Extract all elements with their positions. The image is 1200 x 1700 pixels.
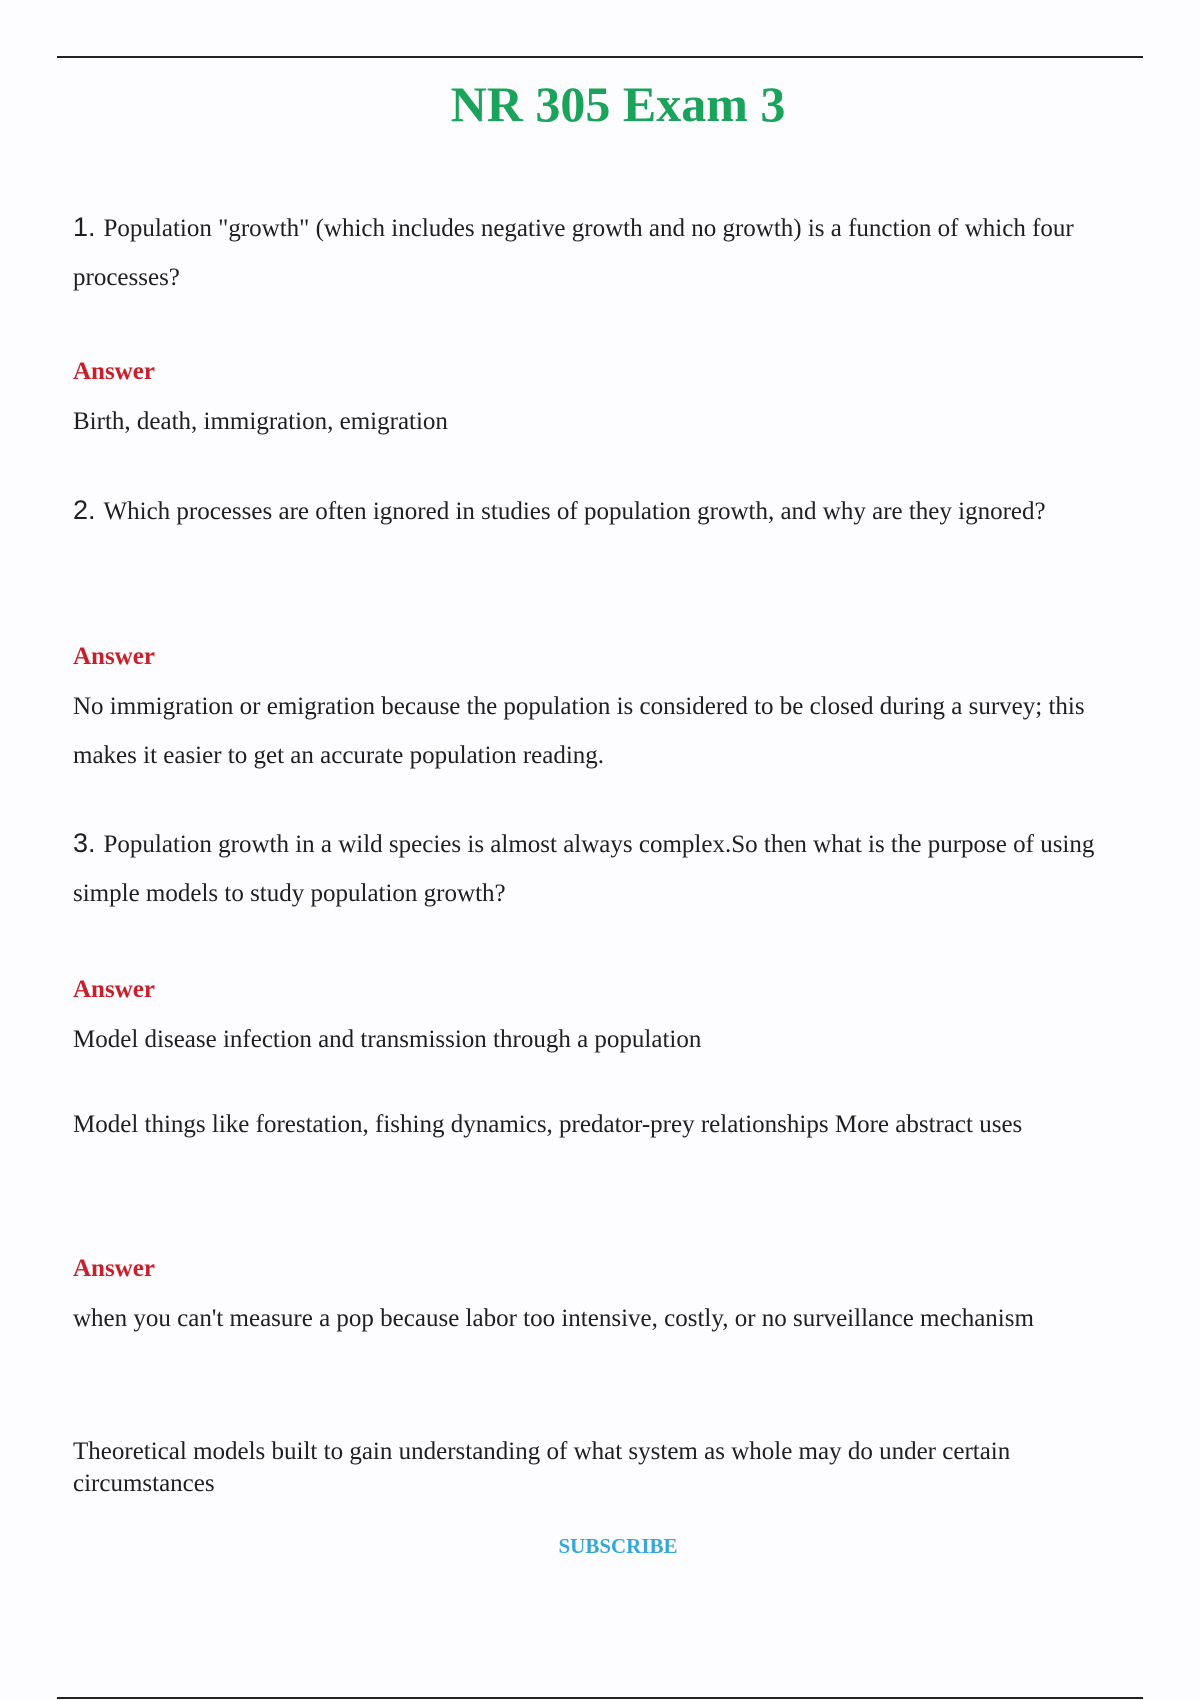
top-rule xyxy=(57,56,1143,58)
question-text: Population "growth" (which includes negative growth and no growth) is a function of which four processes? xyxy=(73,215,1074,291)
answer-label-4: Answer xyxy=(73,1255,155,1282)
answer-label-3: Answer xyxy=(73,976,155,1003)
answer-text: Model disease infection and transmission through a population xyxy=(73,1026,702,1053)
answer-1 xyxy=(73,397,1123,446)
answer-4b xyxy=(73,1436,1123,1500)
question-3 xyxy=(73,819,1123,918)
answer-text: No immigration or emigration because the population is considered to be closed during a survey; this makes it easier to get an accurate population reading. xyxy=(73,693,1085,769)
subscribe-link[interactable]: SUBSCRIBE xyxy=(558,1534,678,1558)
question-number: 2. xyxy=(73,495,96,525)
question-text: Population growth in a wild species is almost always complex.So then what is the purpose of using simple models to study population growth? xyxy=(73,831,1095,907)
question-number: 1. xyxy=(73,212,96,242)
answer-label-2: Answer xyxy=(73,643,155,670)
answer-label-1: Answer xyxy=(73,358,155,385)
answer-2 xyxy=(73,682,1123,780)
bottom-rule xyxy=(57,1697,1143,1699)
answer-text: when you can't measure a pop because labor too intensive, costly, or no surveillance mechanism xyxy=(73,1305,1034,1332)
question-2 xyxy=(73,486,1123,536)
answer-3b xyxy=(73,1100,1123,1149)
page-title: NR 305 Exam 3 xyxy=(450,76,786,132)
question-number: 3. xyxy=(73,828,96,858)
answer-3a xyxy=(73,1015,1123,1064)
answer-4a xyxy=(73,1294,1123,1343)
answer-text: Theoretical models built to gain understanding of what system as whole may do under certain circumstances xyxy=(73,1438,1011,1497)
answer-text: Birth, death, immigration, emigration xyxy=(73,408,448,435)
question-1 xyxy=(73,203,1123,302)
question-text: Which processes are often ignored in studies of population growth, and why are they ignored? xyxy=(103,498,1046,525)
answer-text: Model things like forestation, fishing dynamics, predator-prey relationships More abstract uses xyxy=(73,1111,1023,1138)
